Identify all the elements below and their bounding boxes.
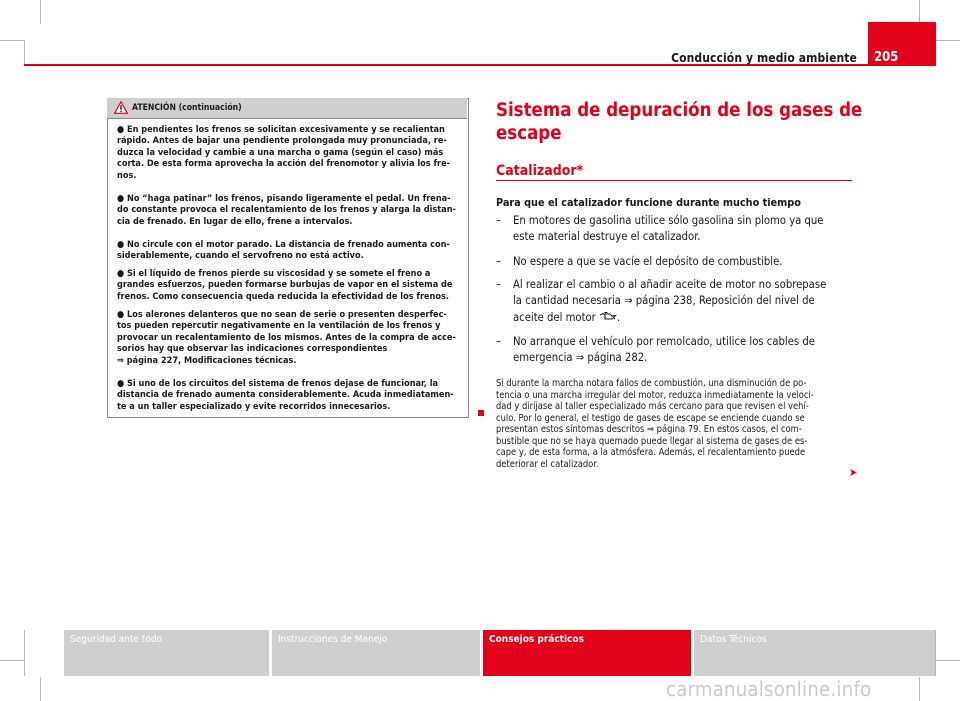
list-item: [496, 213, 824, 246]
text-line: ● Los alerones delanteros que no sean de serie o presenten desperfec-: [117, 310, 447, 320]
warning-paragraph: [117, 310, 462, 367]
crop-mark: [24, 40, 25, 66]
text-line: este material destruye el catalizador.: [513, 230, 701, 244]
text-line: No arranque el vehículo por remolcado, utilice los cables de: [513, 335, 815, 348]
text-line: do constante provoca el recalentamiento de los frenos y alarga la distan-: [117, 205, 456, 216]
text-line: rápido. Antes de bajar una pendiente prolongada muy pronunciada, re-: [117, 136, 447, 147]
text-line: ⇒ página 227, Modificaciones técnicas.: [117, 355, 297, 366]
text-line: tencia o una marcha irregular del motor, reduzca inmediatamente la veloci-: [496, 389, 814, 401]
text-line: cape y, de esta forma, a la atmósfera. Además, el recalentamiento puede: [496, 447, 806, 458]
crop-mark: [40, 0, 41, 24]
subsection-title: Catalizador*: [496, 163, 584, 179]
text-line: bustible que no se haya quemado puede llegar al sistema de gases de es-: [496, 435, 808, 447]
text-line: sorios hay que observar las indicaciones correspondientes: [117, 344, 388, 355]
text-line: En motores de gasolina utilice sólo gasolina sin plomo ya que: [513, 214, 824, 227]
text-line: distancia de frenado aumenta considerablemente. Acuda inmediatamen-: [117, 390, 454, 401]
text-line: presentan estos síntomas descritos ⇒ página 79. En estos casos, el com-: [496, 424, 802, 435]
crop-mark: [936, 660, 960, 661]
list-item: [496, 334, 815, 367]
list-dash: –: [496, 335, 502, 348]
text-line: emergencia ⇒ página 282.: [513, 351, 648, 365]
text-line-start: aceite del motor: [513, 310, 596, 324]
warning-title: ATENCIÓN (continuación): [132, 103, 242, 113]
text-line: Si durante la marcha notara fallos de combustión, una disminución de po-: [496, 378, 807, 389]
text-line: nos.: [117, 170, 137, 181]
page-number: 205: [874, 50, 899, 65]
watermark: carmanualsonline.info: [666, 677, 872, 701]
text-line: No espere a que se vacíe el depósito de combustible.: [513, 255, 783, 268]
warning-paragraph: [117, 240, 462, 263]
footer-tab-consejos[interactable]: [483, 630, 691, 676]
crop-mark: [935, 630, 936, 676]
warning-paragraph: [117, 269, 462, 303]
text-line: frenos. Como consecuencia queda reducida la efectividad de los frenos.: [117, 291, 449, 302]
text-line: culo. Por lo general, el testigo de gases de escape se enciende cuando se: [496, 412, 805, 424]
crop-mark: [936, 40, 960, 41]
text-line: ● No “haga patinar” los frenos, pisando ligeramente el pedal. Un frena-: [117, 194, 451, 204]
text-line: ● Si uno de los circuitos del sistema de frenos dejase de funcionar, la: [117, 379, 439, 389]
text-line: ● En pendientes los frenos se solicitan excesivamente y se recalientan: [117, 125, 445, 135]
crop-mark: [24, 630, 25, 676]
subsection-rule: [496, 180, 852, 181]
list-item: [496, 254, 782, 270]
crop-mark: [919, 677, 920, 701]
text-line: siderablemente, cuando el servofreno no está activo.: [117, 251, 364, 262]
footer-tab-datos[interactable]: [694, 630, 935, 676]
tab-label: Consejos prácticos: [489, 634, 584, 645]
tab-label: Instrucciones de Manejo: [278, 634, 388, 645]
crop-mark: [919, 0, 920, 24]
continue-arrow-icon: ➤: [849, 466, 858, 479]
text-line: dad y diríjase al taller especializado más cercano para que revisen el vehí-: [496, 401, 809, 412]
text-line: tos pueden repercutir negativamente en la ventilación de los frenos y: [117, 321, 441, 332]
warning-paragraph: [117, 379, 462, 413]
text-line: corta. De esta forma aprovecha la acción del frenomotor y alivia los fre-: [117, 159, 451, 170]
crop-mark: [0, 660, 24, 661]
tab-label: Datos Técnicos: [700, 634, 767, 645]
text-line: duzca la velocidad y cambie a una marcha o gama (según el caso) más: [117, 147, 444, 158]
text-line: grandes esfuerzos, pueden formarse burbujas de vapor en el sistema de: [117, 280, 453, 291]
warning-paragraph: [117, 125, 462, 182]
list-item: [496, 277, 826, 326]
section-title: Sistema de depuración de los gases de: [496, 100, 863, 121]
text-line: la cantidad necesaria ⇒ página 238, Reposición del nivel de: [513, 294, 815, 308]
text-line: Al realizar el cambio o al añadir aceite de motor no sobrepase: [513, 278, 827, 291]
warning-triangle-icon: [114, 101, 128, 114]
crop-mark: [40, 677, 41, 701]
list-dash: –: [496, 214, 502, 227]
text-line: ● Si el líquido de frenos pierde su viscosidad y se somete el freno a: [117, 269, 431, 279]
text-line: ● No circule con el motor parado. La distancia de frenado aumenta con-: [117, 240, 450, 250]
text-line: cia de frenado. En lugar de ello, frene a intervalos.: [117, 216, 353, 227]
crop-mark: [0, 40, 24, 41]
body-paragraph: [496, 378, 846, 470]
end-of-section-marker: [478, 410, 484, 416]
oil-can-icon: [599, 311, 617, 320]
section-title-continued: escape: [496, 123, 562, 144]
text-line: provocar un recalentamiento de los mismos. Antes de la compra de acce-: [117, 332, 456, 343]
footer-tab-instrucciones[interactable]: [272, 630, 480, 676]
text-line: te a un taller especializado y evite recorridos innecesarios.: [117, 401, 391, 412]
chapter-title: Conducción y medio ambiente: [671, 51, 857, 65]
warning-paragraph: [117, 194, 462, 228]
footer-tab-seguridad[interactable]: [64, 630, 269, 676]
text-line: deteriorar el catalizador.: [496, 458, 599, 470]
list-dash: –: [496, 255, 502, 268]
list-dash: –: [496, 278, 502, 291]
text-line: aceite del motor .: [513, 310, 621, 324]
lead-heading: Para que el catalizador funcione durante mucho tiempo: [496, 196, 801, 209]
tab-label: Seguridad ante todo: [70, 634, 163, 645]
